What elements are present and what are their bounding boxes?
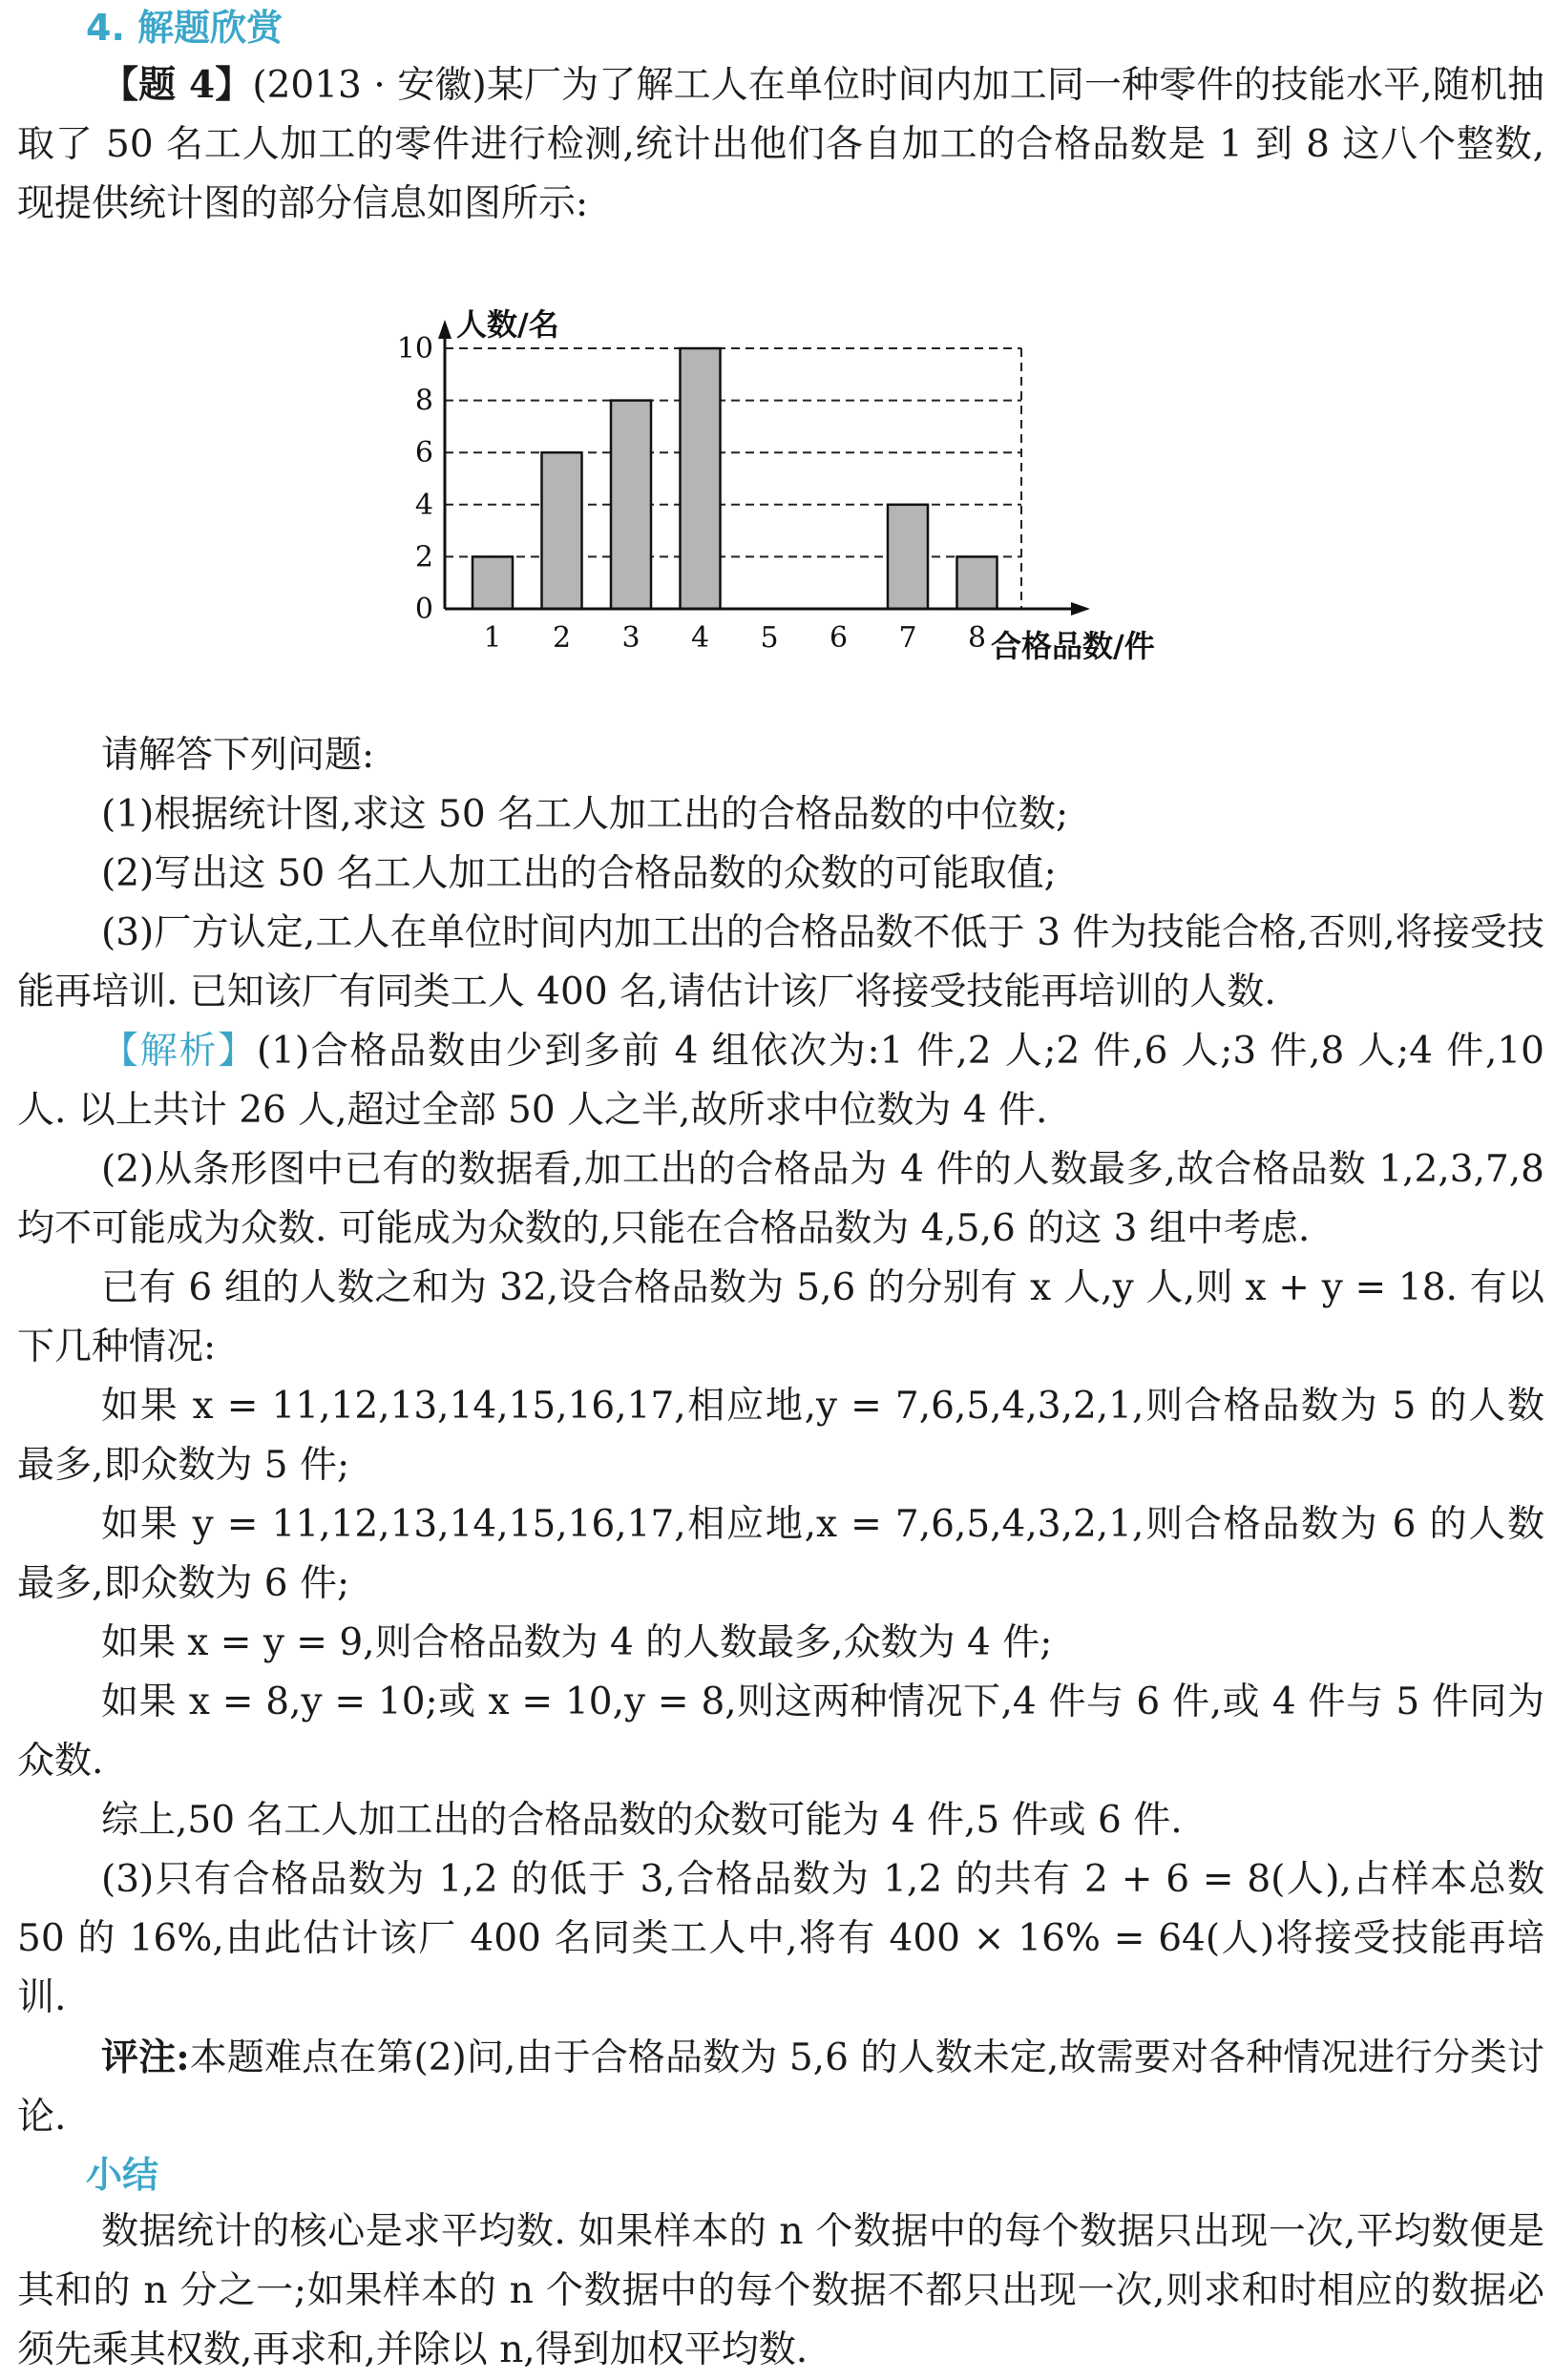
comment — [17, 2028, 1544, 2147]
solution-p2: (2)从条形图中已有的数据看,加工出的合格品为 4 件的人数最多,故合格品数 1,2,3,7,8 均不可能成为众数. 可能成为众数的,只能在合格品数为 4,5,6 的这 3 组中考虑. — [17, 1148, 1544, 1250]
x-tick-label-1: 1 — [483, 621, 502, 655]
solution-tag: 【解析】 — [101, 1030, 257, 1073]
x-axis-title: 合格品数/件 — [991, 628, 1155, 664]
comment-tag: 评注: — [101, 2036, 190, 2079]
page — [17, 0, 1544, 2380]
x-tick-label-8: 8 — [967, 621, 987, 655]
y-tick-label-10: 10 — [396, 332, 433, 365]
x-tick-label-2: 2 — [552, 621, 572, 655]
x-tick-label-5: 5 — [760, 621, 779, 655]
solution-p1: (1)合格品数由少到多前 4 组依次为:1 件,2 人;2 件,6 人;3 件,8 人;4 件,10 人. 以上共计 26 人,超过全部 50 人之半,故所求中位数为 4 件. — [17, 1030, 1544, 1132]
x-tick-label-4: 4 — [690, 621, 710, 655]
questions-intro: 请解答下列问题: — [101, 734, 375, 777]
y-tick-label-0: 0 — [414, 593, 433, 626]
solution-p3: 已有 6 组的人数之和为 32,设合格品数为 5,6 的分别有 x 人,y 人,则 x + y = 18. 有以下几种情况: — [17, 1266, 1544, 1368]
summary-text: 数据统计的核心是求平均数. 如果样本的 n 个数据中的每个数据只出现一次,平均数便是其和的 n 分之一;如果样本的 n 个数据中的每个数据不都只出现一次,则求和时相应的数据必须先乘其权数,再求和,并除以 n,得到加权平均数. — [17, 2210, 1544, 2371]
problem-statement — [17, 55, 1544, 234]
bar-chart-svg — [17, 234, 1544, 726]
problem-text: 某厂为了解工人在单位时间内加工同一种零件的技能水平,随机抽取了 50 名工人加工的零件进行检测,统计出他们各自加工的合格品数是 1 到 8 这八个整数,现提供统计图的部分信息如图所示: — [17, 64, 1544, 225]
solution-part-1 — [17, 1022, 1544, 1140]
y-tick-label-6: 6 — [414, 436, 433, 470]
bar-8 — [957, 556, 998, 609]
comment-text: 本题难点在第(2)问,由于合格品数为 5,6 的人数未定,故需要对各种情况进行分类讨论. — [17, 2036, 1544, 2139]
problem-tag: 【题 4】 — [101, 63, 253, 107]
solution-p8: 综上,50 名工人加工出的合格品数的众数可能为 4 件,5 件或 6 件. — [101, 1799, 1183, 1842]
y-tick-label-4: 4 — [414, 488, 433, 522]
summary-heading: 小结 — [86, 2154, 159, 2196]
bar-7 — [888, 505, 928, 609]
question-2: (2)写出这 50 名工人加工出的合格品数的众数的可能取值; — [101, 852, 1057, 895]
solution-p9: (3)只有合格品数为 1,2 的低于 3,合格品数为 1,2 的共有 2 + 6 = 8(人),占样本总数 50 的 16%,由此估计该厂 400 名同类工人中,将有 400 × 16% = 64(人)将接受技能再培训. — [17, 1858, 1544, 2019]
y-tick-label-2: 2 — [414, 540, 433, 574]
solution-p6: 如果 x = y = 9,则合格品数为 4 的人数最多,众数为 4 件; — [101, 1621, 1053, 1664]
bar-4 — [681, 348, 721, 609]
solution-p5: 如果 y = 11,12,13,14,15,16,17,相应地,x = 7,6,5,4,3,2,1,则合格品数为 6 的人数最多,即众数为 6 件; — [17, 1503, 1544, 1605]
y-tick-label-8: 8 — [414, 384, 433, 418]
bar-2 — [542, 452, 582, 609]
question-1: (1)根据统计图,求这 50 名工人加工出的合格品数的中位数; — [101, 793, 1069, 836]
bar-1 — [472, 556, 513, 609]
bar-chart — [17, 234, 1544, 726]
x-tick-label-3: 3 — [621, 621, 640, 655]
solution-p4: 如果 x = 11,12,13,14,15,16,17,相应地,y = 7,6,5,4,3,2,1,则合格品数为 5 的人数最多,即众数为 5 件; — [17, 1385, 1544, 1487]
y-axis-title: 人数/名 — [456, 306, 559, 343]
x-tick-label-7: 7 — [898, 621, 917, 655]
problem-source: (2013 · 安徽) — [252, 64, 487, 107]
question-3: (3)厂方认定,工人在单位时间内加工出的合格品数不低于 3 件为技能合格,否则,将接受技能再培训. 已知该厂有同类工人 400 名,请估计该厂将接受技能再培训的人数. — [17, 911, 1544, 1013]
y-axis-arrow — [438, 320, 452, 339]
section-heading: 4. 解题欣赏 — [86, 7, 284, 49]
x-axis-arrow — [1071, 602, 1090, 616]
solution-p7: 如果 x = 8,y = 10;或 x = 10,y = 8,则这两种情况下,4 件与 6 件,或 4 件与 5 件同为众数. — [17, 1681, 1544, 1783]
x-tick-label-6: 6 — [829, 621, 849, 655]
bar-3 — [611, 401, 651, 609]
